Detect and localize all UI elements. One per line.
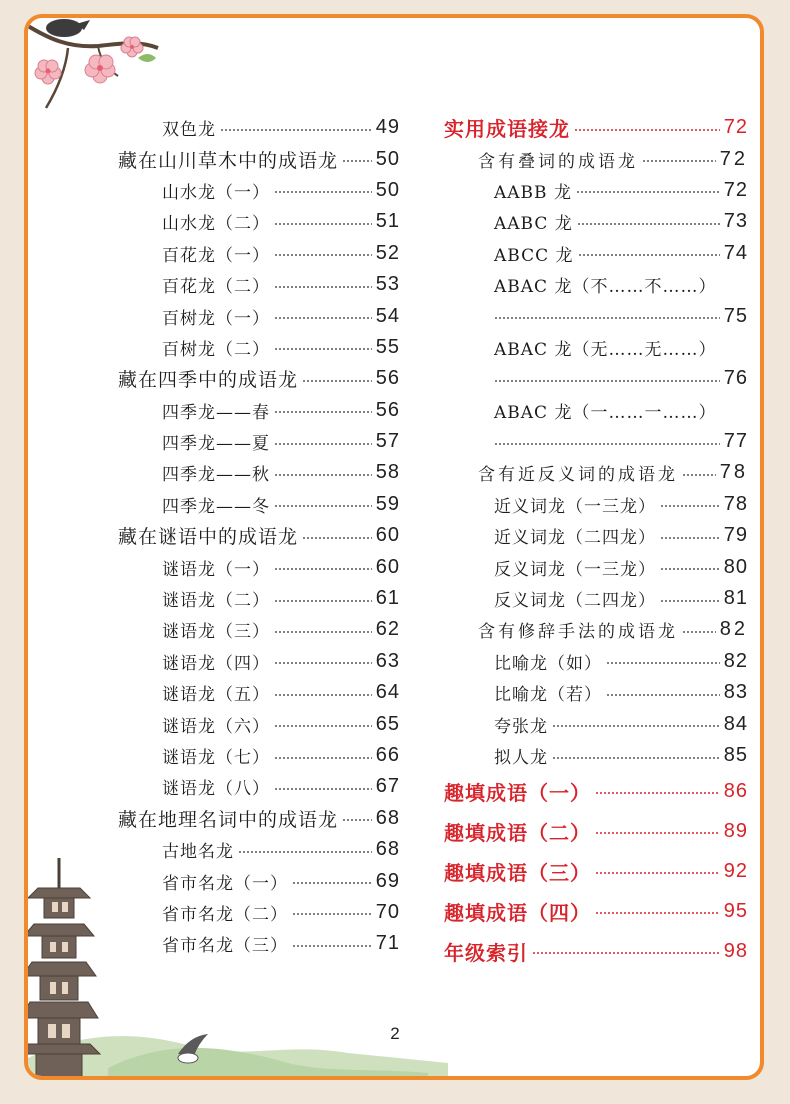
- toc-chapter[interactable]: [442, 143, 748, 174]
- toc-entry[interactable]: [442, 332, 748, 363]
- toc-entry-title: 省市名龙（二）: [162, 904, 288, 925]
- toc-entry[interactable]: [110, 583, 400, 614]
- toc-entry-page: 68: [375, 838, 400, 861]
- toc-entry[interactable]: [110, 771, 400, 802]
- toc-entry-page: 56: [375, 367, 400, 390]
- toc-entry-page: 73: [723, 210, 748, 233]
- toc-entry-title: 年级索引: [444, 940, 528, 965]
- toc-entry-page: 53: [375, 273, 400, 296]
- toc-chapter[interactable]: [442, 489, 748, 520]
- toc-entry-title: 省市名龙（三）: [162, 936, 288, 957]
- toc-entry-title: 四季龙——夏: [162, 434, 270, 455]
- toc-entry-page: 98: [723, 939, 748, 962]
- toc-entry[interactable]: [110, 551, 400, 582]
- dot-leader: [274, 600, 372, 602]
- toc-entry-title: AABB 龙: [494, 182, 572, 203]
- toc-chapter[interactable]: [110, 803, 400, 834]
- toc-entry-title: 含有近反义词的成语龙: [478, 465, 678, 486]
- toc-entry-title: 谜语龙（二）: [162, 591, 270, 612]
- dot-leader: [660, 568, 720, 570]
- toc-right-column: [442, 112, 748, 971]
- toc-chapter[interactable]: [442, 551, 748, 582]
- toc-entry-title: 谜语龙（七）: [162, 748, 270, 768]
- toc-entry-page: 61: [375, 587, 400, 610]
- toc-entry[interactable]: [110, 740, 400, 771]
- toc-entry-page: 78: [723, 492, 748, 515]
- toc-entry[interactable]: [110, 614, 400, 645]
- toc-section[interactable]: [442, 112, 748, 143]
- dot-leader: [274, 254, 372, 256]
- toc-entry-page: 58: [375, 461, 400, 484]
- toc-entry-page: 56: [375, 398, 400, 421]
- dot-leader: [682, 474, 716, 476]
- toc-entry-page: 51: [375, 210, 400, 233]
- toc-chapter[interactable]: [442, 457, 748, 488]
- dot-leader: [220, 129, 372, 131]
- toc-entry-page: 69: [375, 869, 400, 892]
- toc-entry-page: 95: [723, 899, 748, 922]
- toc-entry-page: 50: [375, 178, 400, 201]
- toc-section[interactable]: [442, 891, 748, 931]
- toc-entry-title: ABCC 龙: [494, 245, 574, 266]
- toc-section[interactable]: [442, 931, 748, 971]
- dot-leader: [274, 694, 372, 696]
- toc-entry-page: 78: [719, 461, 748, 484]
- toc-entry-page: 54: [375, 304, 400, 327]
- dot-leader: [552, 725, 720, 727]
- toc-chapter[interactable]: [110, 143, 400, 174]
- toc-entry[interactable]: [110, 269, 400, 300]
- dot-leader: [274, 223, 372, 225]
- toc-entry-continuation[interactable]: [442, 300, 748, 331]
- toc-chapter[interactable]: [442, 614, 748, 645]
- toc-entry[interactable]: [110, 426, 400, 457]
- toc-entry-title: ABAC 龙（无……无……）: [494, 339, 717, 360]
- toc-entry-title: 比喻龙（若）: [494, 685, 602, 706]
- toc-entry[interactable]: [110, 489, 400, 520]
- toc-section[interactable]: [442, 851, 748, 891]
- toc-entry-title: 百树龙（一）: [162, 308, 270, 329]
- toc-entry-title: 山水龙（二）: [162, 214, 270, 235]
- toc-entry-continuation[interactable]: [442, 426, 748, 457]
- dot-leader: [274, 411, 372, 413]
- dot-leader: [660, 537, 720, 539]
- dot-leader: [682, 631, 716, 633]
- toc-chapter[interactable]: [110, 520, 400, 551]
- dot-leader: [574, 129, 720, 131]
- toc-entry-title: 山水龙（一）: [162, 182, 270, 203]
- toc-entry-page: 63: [375, 649, 400, 672]
- toc-entry[interactable]: [110, 300, 400, 331]
- toc-entry[interactable]: [110, 238, 400, 269]
- toc-entry[interactable]: [110, 677, 400, 708]
- dot-leader: [595, 872, 720, 874]
- toc-entry-page: 84: [723, 712, 748, 735]
- toc-entry[interactable]: [442, 269, 748, 300]
- dot-leader: [595, 792, 720, 794]
- toc-left-column: [110, 112, 400, 960]
- toc-entry[interactable]: [442, 395, 748, 426]
- dot-leader: [494, 380, 720, 382]
- dot-leader: [302, 537, 372, 539]
- toc-entry-page: 66: [375, 744, 400, 766]
- toc-chapter[interactable]: [110, 363, 400, 394]
- toc-chapter[interactable]: [442, 740, 748, 771]
- toc-entry-title: 谜语龙（四）: [162, 653, 270, 674]
- toc-entry-page: 81: [723, 587, 748, 610]
- page-card: [24, 14, 764, 1080]
- toc-entry-title: 古地名龙: [162, 842, 234, 863]
- toc-entry-title: ABAC 龙（不……不……）: [494, 277, 717, 298]
- toc-entry-page: 67: [375, 775, 400, 798]
- dot-leader: [274, 348, 372, 350]
- toc-entry-page: 72: [723, 116, 748, 139]
- dot-leader: [642, 160, 716, 162]
- toc-entry-page: 82: [719, 618, 748, 641]
- toc-entry-title: 百树龙（二）: [162, 339, 270, 360]
- toc-entry-title: 近义词龙（二四龙）: [494, 528, 656, 549]
- toc-entry-title: 谜语龙（三）: [162, 622, 270, 643]
- toc-entry-title: 谜语龙（一）: [162, 559, 270, 580]
- toc-entry[interactable]: [110, 865, 400, 896]
- dot-leader: [576, 191, 720, 193]
- toc-entry[interactable]: [110, 708, 400, 739]
- toc-entry-page: 86: [723, 779, 748, 802]
- toc-chapter[interactable]: [442, 206, 748, 237]
- toc-entry-title: 反义词龙（一三龙）: [494, 559, 656, 580]
- dot-leader: [578, 254, 720, 256]
- toc-chapter[interactable]: [442, 583, 748, 614]
- toc-entry-title: 百花龙（一）: [162, 245, 270, 266]
- toc-entry[interactable]: [110, 175, 400, 206]
- dot-leader: [577, 223, 720, 225]
- dot-leader: [274, 631, 372, 633]
- dot-leader: [238, 851, 372, 853]
- toc-entry-page: 76: [723, 367, 748, 390]
- toc-entry[interactable]: [110, 332, 400, 363]
- toc-entry-page: 79: [723, 524, 748, 547]
- toc-entry-title: 比喻龙（如）: [494, 653, 602, 674]
- dot-leader: [660, 505, 720, 507]
- dot-leader: [292, 913, 372, 915]
- dot-leader: [274, 505, 372, 507]
- toc-entry-title: 含有修辞手法的成语龙: [478, 622, 678, 643]
- toc-entry-page: 75: [723, 304, 748, 327]
- toc-chapter[interactable]: [442, 708, 748, 739]
- dot-leader: [274, 286, 372, 288]
- dot-leader: [342, 160, 372, 162]
- toc-entry-page: 74: [723, 241, 748, 264]
- toc-entry-page: 77: [723, 430, 748, 453]
- dot-leader: [606, 694, 720, 696]
- dot-leader: [274, 725, 372, 727]
- page-number: 2: [390, 1024, 400, 1043]
- toc-entry-title: 谜语龙（八）: [162, 779, 270, 800]
- dot-leader: [302, 380, 372, 382]
- toc-entry[interactable]: [110, 112, 400, 143]
- toc-entry-title: 藏在谜语中的成语龙: [118, 526, 299, 549]
- toc-entry-title: 双色龙: [162, 120, 216, 141]
- toc-entry-title: 拟人龙: [494, 748, 548, 768]
- toc-entry-page: 68: [375, 806, 400, 829]
- toc-entry[interactable]: [110, 646, 400, 677]
- toc-entry-title: 含有叠词的成语龙: [478, 151, 638, 172]
- toc-entry-title: 百花龙（二）: [162, 277, 270, 298]
- toc-entry[interactable]: [110, 834, 400, 865]
- toc-entry-title: 省市名龙（一）: [162, 873, 288, 894]
- dot-leader: [274, 443, 372, 445]
- toc-entry-page: 82: [723, 649, 748, 672]
- toc-entry-title: 藏在山川草木中的成语龙: [118, 149, 339, 172]
- toc-entry-title: 实用成语接龙: [444, 117, 570, 142]
- dot-leader: [292, 945, 372, 947]
- toc-entry-title: 四季龙——春: [162, 402, 270, 423]
- toc-entry-title: 趣填成语（三）: [444, 860, 591, 885]
- dot-leader: [274, 757, 372, 759]
- toc-entry-page: 80: [723, 555, 748, 578]
- toc-chapter[interactable]: [442, 520, 748, 551]
- toc-entry-page: 71: [375, 932, 400, 955]
- toc-entry-page: 62: [375, 618, 400, 641]
- dot-leader: [274, 788, 372, 790]
- dot-leader: [274, 474, 372, 476]
- toc-entry-page: 89: [723, 819, 748, 842]
- toc-entry-page: 70: [375, 900, 400, 923]
- dot-leader: [606, 662, 720, 664]
- dot-leader: [595, 912, 720, 914]
- dot-leader: [292, 882, 372, 884]
- toc-chapter[interactable]: [442, 677, 748, 708]
- toc-entry-title: 反义词龙（二四龙）: [494, 591, 656, 612]
- toc-entry-title: 谜语龙（六）: [162, 716, 270, 737]
- toc-entry[interactable]: [110, 457, 400, 488]
- toc-entry-title: 趣填成语（一）: [444, 780, 591, 805]
- dot-leader: [274, 191, 372, 193]
- toc-entry-page: 92: [723, 859, 748, 882]
- toc-entry-page: 55: [375, 335, 400, 358]
- toc-entry-title: 夸张龙: [494, 716, 548, 737]
- toc-entry-title: ABAC 龙（一……一……）: [494, 402, 717, 423]
- toc-entry-page: 60: [375, 555, 400, 578]
- toc-entry[interactable]: [110, 395, 400, 426]
- toc-entry-title: 趣填成语（二）: [444, 820, 591, 845]
- toc-entry-title: 藏在四季中的成语龙: [118, 369, 299, 392]
- toc-entry-page: 50: [375, 147, 400, 170]
- toc-entry[interactable]: [110, 206, 400, 237]
- toc-entry-page: 57: [375, 430, 400, 453]
- dot-leader: [494, 317, 720, 319]
- toc-entry-page: 65: [375, 712, 400, 735]
- toc-entry-page: 60: [375, 524, 400, 547]
- toc-entry-title: 四季龙——秋: [162, 465, 270, 486]
- dot-leader: [274, 317, 372, 319]
- toc-entry-page: 59: [375, 492, 400, 515]
- toc-entry[interactable]: [110, 897, 400, 928]
- toc-entry-title: 趣填成语（四）: [444, 900, 591, 925]
- dot-leader: [552, 757, 720, 759]
- dot-leader: [595, 832, 720, 834]
- dot-leader: [532, 952, 720, 954]
- toc-entry-page: 72: [719, 147, 748, 170]
- toc-entry-title: 近义词龙（一三龙）: [494, 496, 656, 517]
- toc-entry-page: 52: [375, 241, 400, 264]
- dot-leader: [274, 662, 372, 664]
- toc-entry-title: AABC 龙: [494, 214, 573, 235]
- toc-entry-title: 谜语龙（五）: [162, 685, 270, 706]
- dot-leader: [660, 600, 720, 602]
- toc-entry-page: 85: [723, 744, 748, 766]
- toc-entry-continuation[interactable]: [442, 363, 748, 394]
- toc-entry-page: 83: [723, 681, 748, 704]
- dot-leader: [494, 443, 720, 445]
- toc-chapter[interactable]: [442, 238, 748, 269]
- toc-entry-page: 72: [723, 178, 748, 201]
- toc-entry-page: 64: [375, 681, 400, 704]
- toc-entry-page: 49: [375, 116, 400, 139]
- toc-section[interactable]: [442, 771, 748, 811]
- dot-leader: [274, 568, 372, 570]
- toc-chapter[interactable]: [442, 646, 748, 677]
- toc-entry[interactable]: [110, 928, 400, 959]
- toc-section[interactable]: [442, 811, 748, 851]
- toc-entry-title: 藏在地理名词中的成语龙: [118, 808, 339, 831]
- dot-leader: [342, 819, 372, 821]
- toc-chapter[interactable]: [442, 175, 748, 206]
- toc-entry-title: 四季龙——冬: [162, 496, 270, 517]
